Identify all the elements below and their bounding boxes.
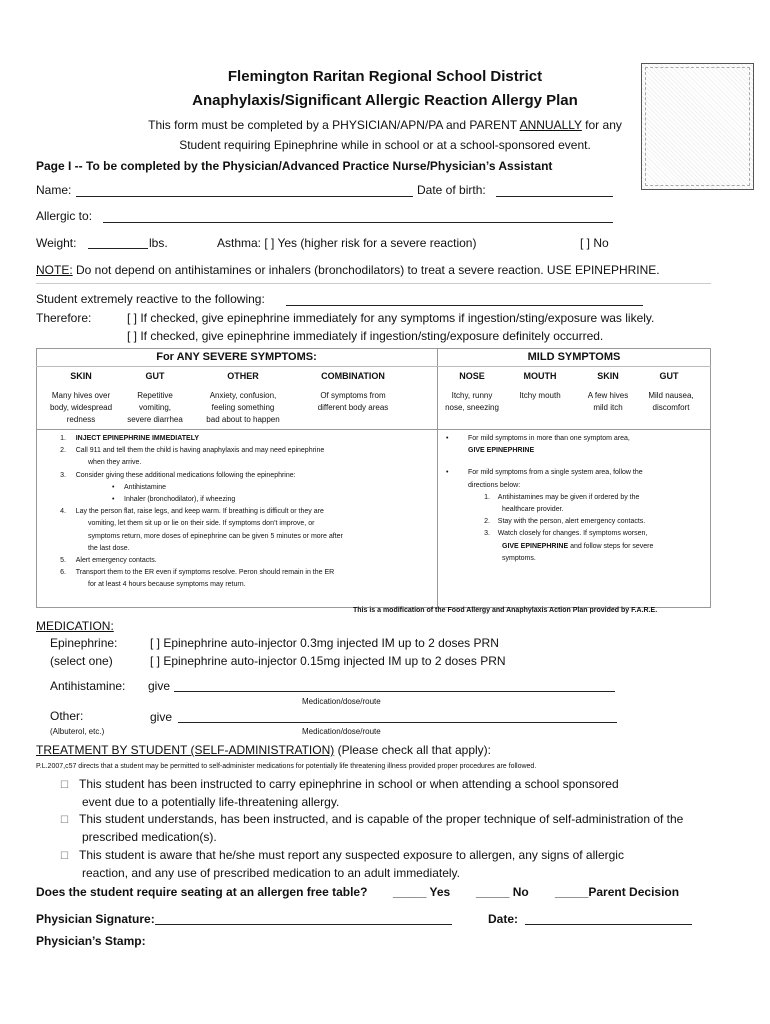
step-text: Watch closely for changes. If symptoms worsen,	[497, 530, 648, 538]
allergic-field[interactable]	[103, 222, 613, 223]
step-rest: and follow steps for severe	[568, 542, 654, 550]
epinephrine-label: Epinephrine:	[50, 636, 118, 650]
physician-stamp-label: Physician’s Stamp:	[36, 934, 146, 948]
therefore-label: Therefore:	[36, 311, 92, 325]
divider	[36, 283, 711, 284]
step-text: the last dose.	[88, 544, 130, 552]
date-field[interactable]	[525, 924, 692, 925]
mild-col-gut: GUT	[659, 371, 679, 381]
step-3: 3. Consider giving these additional medications following the epinephrine:	[60, 471, 296, 479]
self-admin-option-1[interactable]	[60, 776, 619, 811]
reactive-field[interactable]	[286, 305, 643, 306]
cell-line: A few hives	[587, 391, 629, 400]
other-label: Other:	[50, 709, 84, 723]
self-admin-heading	[36, 743, 491, 757]
option-text: This student understands, has been instructed, and is capable of the proper technique of self-administration of the	[78, 812, 684, 826]
note-line	[36, 263, 660, 277]
intro-annually: ANNUALLY	[519, 118, 582, 132]
form-title: Anaphylaxis/Significant Allergic Reaction Allergy Plan	[192, 92, 578, 109]
give-label: give	[150, 710, 173, 724]
cell-line: discomfort	[652, 403, 690, 412]
cell-line: Mild nausea,	[648, 391, 694, 400]
cell-line: Many hives over	[51, 391, 111, 400]
cell-line: Itchy mouth	[519, 391, 561, 400]
mild-cell-mouth	[505, 390, 575, 402]
mild-col-mouth: MOUTH	[523, 371, 557, 381]
step-text: healthcare provider.	[502, 506, 564, 514]
epinephrine-option-015[interactable]: [ ] Epinephrine auto-injector 0.15mg injected IM up to 2 doses PRN	[150, 654, 506, 668]
page-heading: Page I -- To be completed by the Physician/Advanced Practice Nurse/Physician’s Assistant	[36, 159, 553, 173]
mild-cell-nose	[437, 390, 507, 414]
mild-step-2: • For mild symptoms from a single system area, follow the	[446, 469, 643, 477]
cell-line: feeling something	[211, 403, 275, 412]
weight-field[interactable]	[88, 248, 148, 249]
mild-substep-3: 3. Watch closely for changes. If symptoms worsen,	[484, 530, 648, 538]
physician-signature-label: Physician Signature:	[36, 912, 155, 926]
table-divider	[437, 366, 711, 367]
mild-col-skin: SKIN	[597, 371, 619, 381]
self-admin-title: TREATMENT BY STUDENT (SELF-ADMINISTRATION)	[36, 743, 335, 757]
severe-col-combination: COMBINATION	[321, 371, 385, 381]
option-text: This student is aware that he/she must report any suspected exposure to allergen, any signs of allergic	[78, 848, 624, 862]
step-text: symptoms return, more doses of epinephrine can be given 5 minutes or more after	[88, 532, 343, 540]
step-text: for at least 4 hours because symptoms may return.	[88, 581, 246, 589]
step-text: Antihistamine	[124, 483, 167, 491]
severe-cell-gut	[110, 390, 200, 426]
step-text: symptoms.	[502, 554, 536, 562]
cell-line: mild itch	[593, 403, 623, 412]
step-4: 4. Lay the person flat, raise legs, and keep warm. If breathing is difficult or they are	[60, 508, 324, 516]
intro-text-a: This form must be completed by a PHYSICIAN/APN/PA and PARENT	[148, 118, 520, 132]
other-sublabel: (Albuterol, etc.)	[50, 727, 105, 736]
step-text: Call 911 and tell them the child is having anaphylaxis and may need epinephrine	[75, 447, 325, 455]
cell-line: Repetitive	[137, 391, 173, 400]
cell-line: bad about to happen	[206, 415, 280, 424]
reactive-label: Student extremely reactive to the following:	[36, 292, 265, 306]
intro-text-c: for any	[581, 118, 622, 132]
step-5: 5. Alert emergency contacts.	[60, 557, 157, 565]
therefore-option-likely[interactable]: [ ] If checked, give epinephrine immediately for any symptoms if ingestion/sting/exposure was likely.	[127, 311, 655, 325]
self-admin-option-2[interactable]	[60, 811, 683, 846]
cell-line: different body areas	[317, 403, 389, 412]
step-text: For mild symptoms from a single system area, follow the	[468, 469, 643, 477]
mild-cell-skin	[573, 390, 643, 414]
cell-line: redness	[66, 415, 96, 424]
cell-line: Itchy, runny	[451, 391, 493, 400]
step-text: Stay with the person, alert emergency contacts.	[497, 518, 646, 526]
cell-line: body, widespread	[49, 403, 113, 412]
step-bold: GIVE EPINEPHRINE	[502, 542, 569, 550]
dob-field[interactable]	[496, 196, 613, 197]
allergic-label: Allergic to:	[36, 209, 93, 223]
asthma-no-option[interactable]: [ ] No	[580, 236, 609, 250]
seating-no[interactable]: _____ No	[476, 885, 529, 899]
seating-yes[interactable]: _____ Yes	[393, 885, 451, 899]
checkbox-icon[interactable]: ☐	[60, 815, 69, 826]
severe-col-other: OTHER	[227, 371, 259, 381]
cell-line: Anxiety, confusion,	[209, 391, 277, 400]
severe-steps	[40, 433, 432, 592]
mild-step-1: • For mild symptoms in more than one symptom area,	[446, 435, 630, 442]
table-divider	[36, 429, 711, 430]
give-label: give	[148, 679, 171, 693]
step-6: 6. Transport them to the ER even if symptoms resolve. Peron should remain in the ER	[60, 569, 335, 577]
step-text: Inhaler (bronchodilator), if wheezing	[124, 496, 236, 504]
step-text	[446, 541, 708, 553]
step-text: Transport them to the ER even if symptoms resolve. Peron should remain in the ER	[75, 569, 335, 577]
medication-heading: MEDICATION:	[36, 619, 114, 633]
law-note: P.L.2007,c57 directs that a student may be permitted to self-administer medications for potentially life threatening illness provided proper procedures are followed.	[36, 763, 537, 770]
epinephrine-sublabel: (select one)	[50, 654, 113, 668]
option-text: This student has been instructed to carry epinephrine in school or when attending a school sponsored	[78, 777, 619, 791]
step-1: 1. INJECT EPINEPHRINE IMMEDIATELY	[60, 435, 200, 442]
severe-col-skin: SKIN	[70, 371, 92, 381]
mild-cell-gut	[634, 390, 708, 414]
route-caption: Medication/dose/route	[302, 727, 381, 736]
option-text: prescribed medication(s).	[82, 830, 217, 844]
step-text: For mild symptoms in more than one symptom area,	[468, 435, 630, 442]
name-label: Name:	[36, 183, 72, 197]
district-title: Flemington Raritan Regional School District	[227, 68, 543, 85]
step-bullet: • Inhaler (bronchodilator), if wheezing	[112, 496, 236, 504]
option-text: event due to a potentially life-threatening allergy.	[82, 795, 340, 809]
seating-parent-decision[interactable]: _____Parent Decision	[555, 885, 680, 899]
physician-signature-field[interactable]	[155, 924, 452, 925]
weight-label: Weight:	[36, 236, 77, 250]
mild-substep-2: 2. Stay with the person, alert emergency contacts.	[484, 518, 646, 526]
mild-steps	[446, 433, 708, 565]
severe-col-gut: GUT	[145, 371, 165, 381]
checkbox-icon[interactable]: ☐	[60, 780, 69, 791]
step-text: Lay the person flat, raise legs, and keep warm. If breathing is difficult or they are	[75, 508, 324, 516]
cell-line: vomiting,	[138, 403, 171, 412]
step-text: vomiting, let them sit up or lie on their side. If symptoms don’t improve, or	[88, 520, 315, 528]
weight-unit: lbs.	[149, 236, 168, 250]
cell-line: Of symptoms from	[320, 391, 386, 400]
antihistamine-label: Antihistamine:	[50, 679, 126, 693]
antihistamine-field[interactable]	[174, 691, 615, 692]
severe-cell-combination	[303, 390, 403, 414]
epinephrine-option-03[interactable]: [ ] Epinephrine auto-injector 0.3mg injected IM up to 2 doses PRN	[150, 636, 499, 650]
note-label: NOTE:	[36, 263, 73, 277]
step-text: Consider giving these additional medications following the epinephrine:	[75, 471, 296, 479]
date-label: Date:	[488, 912, 519, 926]
cell-line: severe diarrhea	[127, 415, 183, 424]
step-text: directions below:	[468, 481, 521, 489]
step-text: Alert emergency contacts.	[75, 557, 157, 565]
severe-cell-other	[198, 390, 288, 426]
step-text: Antihistamines may be given if ordered by the	[497, 493, 640, 501]
note-text: Do not depend on antihistamines or inhalers (bronchodilators) to treat a severe reaction. USE EPINEPHRINE.	[72, 263, 660, 277]
step-2: 2. Call 911 and tell them the child is having anaphylaxis and may need epinephrine	[60, 447, 325, 455]
step-text: GIVE EPINEPHRINE	[468, 447, 535, 455]
mild-symptoms-title: MILD SYMPTOMS	[527, 351, 621, 363]
asthma-yes-option[interactable]: Asthma: [ ] Yes (higher risk for a severe reaction)	[217, 236, 477, 250]
intro-line-2: Student requiring Epinephrine while in school or at a school-sponsored event.	[179, 138, 591, 152]
cell-line: nose, sneezing	[445, 403, 499, 412]
checkbox-icon[interactable]: ☐	[60, 851, 69, 862]
step-text: when they arrive.	[88, 459, 142, 467]
name-field[interactable]	[76, 196, 413, 197]
table-footnote: This is a modification of the Food Allergy and Anaphylaxis Action Plan provided by F.A.R.E.	[353, 607, 658, 614]
intro-line-1	[0, 118, 770, 132]
mild-substep-1: 1. Antihistamines may be given if ordered by the	[484, 493, 640, 501]
dob-label: Date of birth:	[417, 183, 486, 197]
self-admin-option-3[interactable]	[60, 847, 624, 882]
step-bullet: • Antihistamine	[112, 483, 167, 491]
therefore-option-definite[interactable]: [ ] If checked, give epinephrine immediately if ingestion/sting/exposure definitely occurred.	[127, 329, 604, 343]
table-divider	[437, 348, 438, 608]
other-field[interactable]	[178, 722, 617, 723]
step-text: INJECT EPINEPHRINE IMMEDIATELY	[75, 435, 200, 442]
route-caption: Medication/dose/route	[302, 697, 381, 706]
self-admin-instruction: (Please check all that apply):	[334, 743, 491, 757]
seating-question: Does the student require seating at an allergen free table?	[36, 885, 368, 899]
table-divider	[36, 366, 437, 367]
option-text: reaction, and any use of prescribed medication to an adult immediately.	[82, 866, 460, 880]
severe-symptoms-title: For ANY SEVERE SYMPTOMS:	[156, 351, 317, 363]
mild-col-nose: NOSE	[459, 371, 485, 381]
